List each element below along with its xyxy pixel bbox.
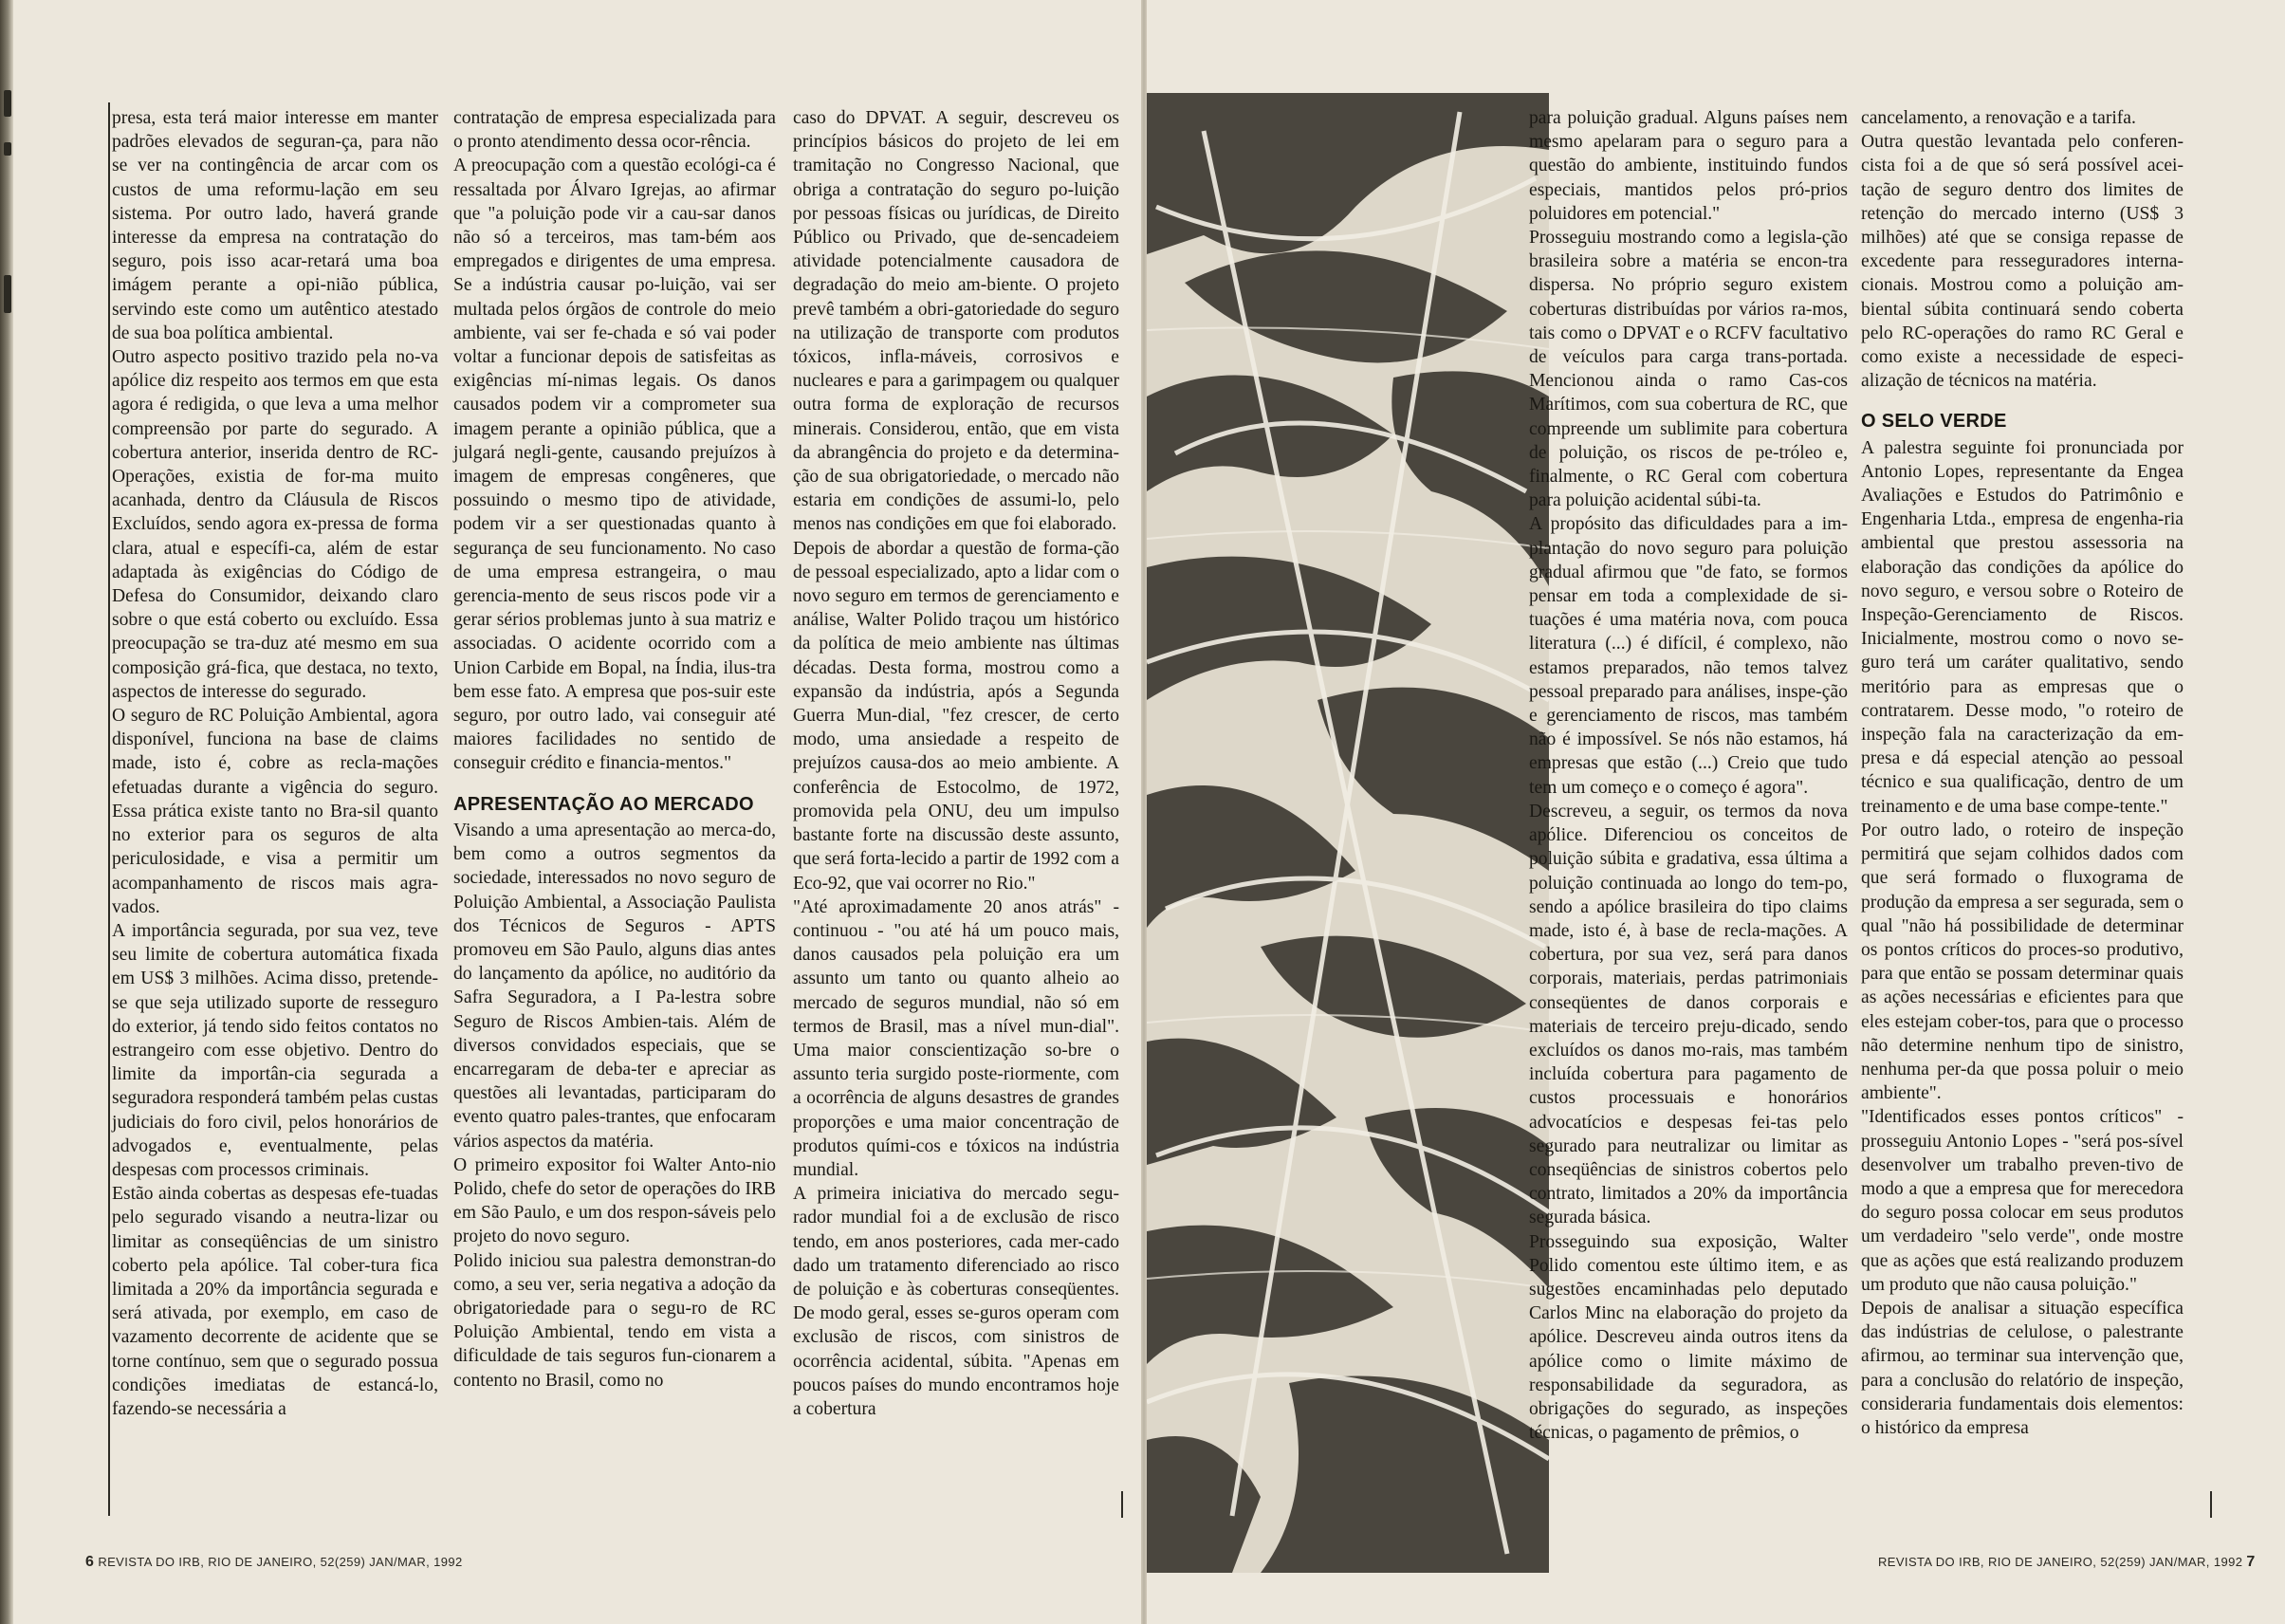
paragraph: Outra questão levantada pelo conferen-cista foi a de que só será possível acei-tação de seguro dentro dos limites de retenção do mercado interno (US$ 3 milhões) até que se consiga repasse de excedente para resseguradores interna-cionais. Mostrou como a poluição am-biental súbita continuará sendo coberta pelo RC-operações do ramo RC Geral e como existe a necessidade de especi-alização de técnicos na matéria. — [1861, 132, 2184, 392]
left-page-column-1 — [112, 106, 438, 1421]
page-number: 7 — [2246, 1554, 2256, 1570]
leaves-image — [1147, 93, 1549, 1573]
paragraph: contratação de empresa especializada para o pronto atendimento dessa ocor-rência. — [453, 108, 776, 153]
paragraph: A propósito das dificuldades para a im-plantação do novo seguro para poluição gradual afirmou que "de fato, se formos pensar em toda a complexidade de si-tuações é uma matéria nova, com pouca literatura (...) é difícil, é complexo, não estamos preparados, não temos talvez pessoal preparado para análises, inspe-ção e gerenciamento de riscos, mas também não é impossível. Se nós não estamos, há empresas que estão (...) Creio que tudo tem um começo e o começo é agora". — [1529, 514, 1848, 798]
paragraph: Depois de analisar a situação específica das indústrias de celulose, o palestrante afirmou, ao terminar sua intervenção que, para a conclusão do relatório de inspeção, consideraria fundamentais dois elementos: o histórico da empresa — [1861, 1298, 2184, 1438]
paragraph: Depois de abordar a questão de forma-ção de pessoal especializado, apto a lidar com o novo seguro em termos de gerenciamento e análise, Walter Polido traçou um histórico da política de meio ambiente nas últimas décadas. Desta forma, mostrou como a expansão da indústria, após a Segunda Guerra Mun-dial, "fez crescer, de certo modo, uma ansiedade a respeito de prejuízos causa-dos ao meio ambiente. A conferência de Estocolmo, de 1972, promovida pela ONU, deu um impulso bastante forte na discussão deste assunto, que será forta-lecido a partir de 1992 com a Eco-92, que vai ocorrer no Rio." — [793, 538, 1119, 894]
paragraph: "Até aproximadamente 20 anos atrás" - continuou - "ou até há um pouco mais, danos causados pela poluição era um assunto um tanto ou quanto alheio ao mercado de seguros mundial, não só em termos de Brasil, mas a nível mun-dial". Uma maior conscientização so-bre o assunto teria surgido poste-riormente, com a ocorrência de alguns desastres de grandes proporções e uma maior concentração de produtos quími-cos e tóxicos na indústria mundial. — [793, 896, 1119, 1180]
page-edge — [0, 0, 13, 1624]
leaves-photograph — [1147, 93, 1549, 1573]
right-page-column-1 — [1529, 106, 1848, 1445]
paragraph: A primeira iniciativa do mercado segu-rador mundial foi a de exclusão de risco tendo, em anos posteriores, cada mer-cado dado um tratamento diferenciado ao risco de poluição e às coberturas conseqüentes. De modo geral, esses se-guros operam com exclusão de riscos, com sinistros de ocorrência acidental, súbita. "Apenas em poucos países do mundo encontramos hoje a cobertura — [793, 1184, 1119, 1419]
column-rule — [2210, 1491, 2212, 1518]
paragraph: Polido iniciou sua palestra demonstran-do como, a seu ver, seria negativa a adoção da obrigatoriedade para o segu-ro de RC Poluição Ambiental, tendo em vista a dificuldade de tais seguros fun-cionarem a contento no Brasil, como no — [453, 1250, 776, 1391]
paragraph: Estão ainda cobertas as despesas efe-tuadas pelo segurado visando a neutra-lizar ou limitar as conseqüências de um sinistro coberto pela apólice. Tal cober-tura fica limitada a 20% da importância segurada e será ativada, por exemplo, em caso de vazamento decorrente de acidente que se torne contínuo, sem que o segurado possua condições imediatas de estancá-lo, fazendo-se necessária a — [112, 1184, 438, 1419]
left-page-footer — [85, 1554, 463, 1571]
paragraph: Descreveu, a seguir, os termos da nova apólice. Diferenciou os conceitos de poluição súbita e gradativa, essa última a poluição continuada ao longo do tem-po, sendo a apólice brasileira do tipo claims made, isto é, à base de recla-mações. A cobertura, por sua vez, será para danos corporais, materiais, perdas patrimoniais conseqüentes de danos corporais e materiais de terceiro preju-dicado, sendo excluídos os danos mo-rais, mas também incluída cobertura para pagamento de custos processuais e honorários advocatícios e despesas fei-tas pelo segurado para neutralizar ou limitar as conseqüências de sinistros cobertos pelo contrato, limitados a 20% da importância segurada básica. — [1529, 801, 1848, 1228]
footer-text: REVISTA DO IRB, RIO DE JANEIRO, 52(259) JAN/MAR, 1992 — [98, 1555, 463, 1569]
paragraph: O seguro de RC Poluição Ambiental, agora disponível, funciona na base de claims made, isto é, cobre as recla-mações efetuadas durante a vigência do seguro. Essa prática existe tanto no Bra-sil quanto no exterior para os seguros de alta periculosidade, e visa a permitir um acompanhamento de riscos mais agra-vados. — [112, 706, 438, 917]
binding-mark — [4, 142, 11, 156]
section-heading: APRESENTAÇÃO AO MERCADO — [453, 793, 754, 815]
paragraph: Visando a uma apresentação ao merca-do, bem como a outros segmentos da sociedade, interessados no novo seguro de Poluição Ambiental, a Associação Paulista dos Técnicos de Seguros - APTS promoveu em São Paulo, alguns dias antes do lançamento da apólice, no auditório da Safra Seguradora, a I Pa-lestra sobre Seguro de Riscos Ambien-tais. Além de diversos convidados especiais, que se encarregaram de deba-ter e apreciar as questões ali levantadas, participaram do evento quatro pales-trantes, que enfocaram vários aspectos da matéria. — [453, 820, 776, 1152]
paragraph: cancelamento, a renovação e a tarifa. — [1861, 108, 2136, 128]
paragraph: para poluição gradual. Alguns países nem mesmo apelaram para o seguro para a questão do ambiente, instituindo fundos especiais, mantidos pelos pró-prios poluidores em potencial." — [1529, 108, 1848, 224]
paragraph: A preocupação com a questão ecológi-ca é ressaltada por Álvaro Igrejas, ao afirmar que "a poluição pode vir a cau-sar danos não só a terceiros, mas tam-bém aos empregados e dirigentes de uma empresa. Se a indústria causar po-luição, vai ser multada pelos órgãos de controle do meio ambiente, vai ser fe-chada e só vai poder voltar a funcionar depois de satisfeitas as exigências mí-nimas legais. Os danos causados podem vir a comprometer sua imagem perante a opinião pública, que a julgará negli-gente, causando prejuízos à imagem de empresas congêneres, que possuindo o mesmo tipo de atividade, podem vir a ser questionadas quanto à segurança de seu funcionamento. No caso de uma empresa estrangeira, o mau gerencia-mento de seus riscos pode vir a gerar sérios problemas junto à sua matriz e associadas. O acidente ocorrido com a Union Carbide em Bopal, na Índia, ilus-tra bem esse fato. A empresa que pos-suir este seguro, por outro lado, vai conseguir até maiores facilidades no sentido de conseguir crédito e financia-mentos." — [453, 156, 776, 774]
paragraph: Prosseguindo sua exposição, Walter Polido comentou este último item, e as sugestões encaminhadas pelo deputado Carlos Minc na elaboração do projeto da apólice. Descreveu ainda outros itens da apólice como o limite máximo de responsabilidade da seguradora, as obrigações do segurado, as inspeções técnicas, o pagamento de prêmios, o — [1529, 1231, 1848, 1444]
paragraph: O primeiro expositor foi Walter Anto-nio Polido, chefe do setor de operações do IRB em São Paulo, e um dos respon-sáveis pelo projeto do novo seguro. — [453, 1154, 776, 1247]
binding-mark — [4, 90, 11, 117]
paragraph: presa, esta terá maior interesse em manter padrões elevados de seguran-ça, para não se ver na contingência de arcar com os custos de uma reformu-lação em seu sistema. Por outro lado, haverá grande interesse da empresa na contratação do seguro, pois isso acar-retará uma boa imágem perante a opi-nião pública, servindo este como um autêntico atestado de sua boa política ambiental. — [112, 108, 438, 343]
left-page-column-3 — [793, 106, 1119, 1421]
footer-text: REVISTA DO IRB, RIO DE JANEIRO, 52(259) JAN/MAR, 1992 — [1878, 1555, 2243, 1569]
binding-mark — [4, 275, 11, 313]
paragraph: Prosseguiu mostrando como a legisla-ção brasileira sobre a matéria se encon-tra dispersa. No próprio seguro existem coberturas distribuídas por vários ra-mos, tais como o DPVAT e o RCFV facultativo de veículos para carga trans-portada. Mencionou ainda o ramo Cas-cos Marítimos, com sua cobertura de RC, que compreende um sublimite para cobertura de poluição, os riscos de pe-tróleo e, finalmente, o RC Geral com cobertura para poluição acidental súbi-ta. — [1529, 228, 1848, 511]
right-page-footer — [1878, 1554, 2259, 1571]
paragraph: A importância segurada, por sua vez, teve seu limite de cobertura automática fixada em US$ 3 milhões. Acima disso, pretende-se que seja utilizado suporte de resseguro do exterior, já tendo sido feitos contatos no estrangeiro com esse objetivo. Dentro do limite da importân-cia segurada a seguradora responderá também pelas custas judiciais do foro civil, pelos honorários de advogados e, eventualmente, pelas despesas com processos criminais. — [112, 920, 438, 1180]
paragraph: Outro aspecto positivo trazido pela no-va apólice diz respeito aos termos em que esta agora é redigida, o que leva a uma melhor compreensão por parte do segurado. A cobertura anterior, inserida dentro de RC-Operações, existia de for-ma muito acanhada, dentro da Cláusula de Riscos Excluídos, sendo agora ex-pressa de forma clara, atual e específi-ca, além de estar adaptada às exigências do Código de Defesa do Consumidor, deixando claro sobre o que está coberto ou excluído. Essa preocupação se tra-duz até mesmo em sua composição grá-fica, que destaca, no texto, aspectos de interesse do segurado. — [112, 347, 438, 702]
page-number: 6 — [85, 1554, 95, 1570]
paragraph: caso do DPVAT. A seguir, descreveu os princípios básicos do projeto de lei em tramitação no Congresso Nacional, que obriga a contratação do seguro po-luição por pessoas físicas ou jurídicas, de Direito Público ou Privado, que de-sencadeiem atividade potencialmente causadora de degradação do meio am-biente. O projeto prevê também a obri-gatoriedade do seguro na utilização de transporte com produtos tóxicos, infla-máveis, corrosivos e nucleares e para a garimpagem ou qualquer outra forma de exploração de recursos minerais. Considerou, então, que em vista da abrangência do projeto e da determina-ção de sua obrigatoriedade, o mercado não estaria em condições de assumi-lo, pelo menos nas condições em que foi elaborado. — [793, 108, 1119, 535]
column-rule — [1121, 1491, 1123, 1518]
paragraph: A palestra seguinte foi pronunciada por Antonio Lopes, representante da Engea Avaliações e Estudos do Patrimônio e Engenharia Ltda., empresa de engenha-ria ambiental que prestou assessoria na elaboração das condições da apólice do novo seguro, e versou sobre o Roteiro de Inspeção-Gerenciamento de Riscos. Inicialmente, mostrou como o novo se-guro terá um caráter qualitativo, sendo meritório para as empresas que o contratarem. Desse modo, "o roteiro de inspeção fala na caracterização da em-presa e dá especial atenção ao pessoal técnico e sua qualificação, dentro de um treinamento e de uma base compe-tente." — [1861, 437, 2184, 817]
section-heading: O SELO VERDE — [1861, 411, 2007, 433]
paragraph: "Identificados esses pontos críticos" - prosseguiu Antonio Lopes - "será pos-sível desenvolver um trabalho preven-tivo de modo a que a empresa que for merecedora do seguro possa colocar em seus produtos um verdadeiro "selo verde", onde mostre que as ações que está realizando produzem um produto que não causa poluição." — [1861, 1107, 2184, 1295]
left-page-column-2 — [453, 106, 776, 1393]
column-rule — [108, 102, 110, 1516]
paragraph: Por outro lado, o roteiro de inspeção permitirá que sejam colhidos dados com que será formado o fluxograma de produção da empresa a ser segurada, sem o qual "não há possibilidade de determinar os pontos críticos do proces-so produtivo, para que então se possam determinar quais as ações necessárias e eficientes para que eles estejam cober-tos, para que o processo não determine nenhum tipo de sinistro, nenhuma per-da que possa poluir o meio ambiente". — [1861, 820, 2184, 1104]
right-page-column-2 — [1861, 106, 2184, 1440]
